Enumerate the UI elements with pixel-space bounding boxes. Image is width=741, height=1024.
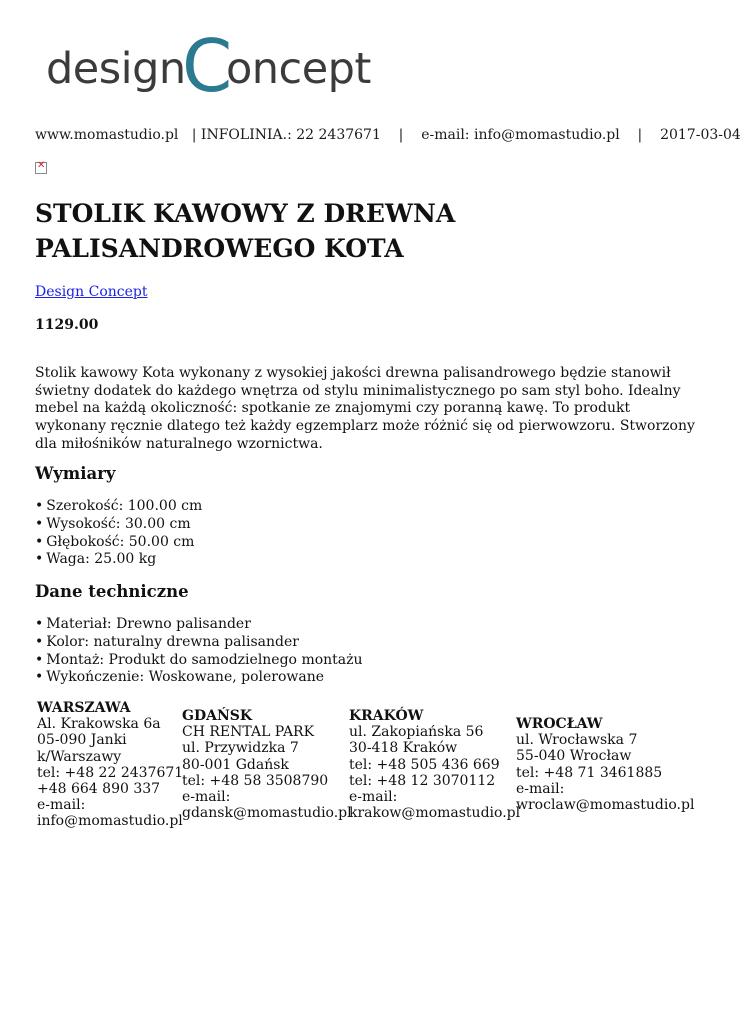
separator: | [398,127,404,143]
office-city: WARSZAWA [37,700,131,716]
office-line: tel: +48 505 436 669 [349,756,500,773]
list-item: • Wysokość: 30.00 cm [35,516,202,534]
office-line: 05-090 Janki [37,732,127,749]
office-line: e-mail: [37,797,86,814]
list-item: • Kolor: naturalny drewna palisander [35,634,363,652]
product-price: 1129.00 [35,317,99,333]
office-city: GDAŃSK [182,708,253,724]
office-line: e-mail: [516,780,565,797]
office-line: wroclaw@momastudio.pl [516,797,695,814]
office-line: e-mail: [182,789,231,806]
list-item: • Wykończenie: Woskowane, polerowane [35,669,363,687]
dimensions-list [35,498,202,569]
office-line: tel: +48 12 3070112 [349,772,496,789]
list-item: • Szerokość: 100.00 cm [35,498,202,516]
office-line: krakow@momastudio.pl [349,805,521,822]
email-text: e-mail: info@momastudio.pl [421,127,620,143]
office-line: tel: +48 58 3508790 [182,772,329,789]
office-line: tel: +48 22 2437671 [37,764,184,781]
technical-list [35,616,363,687]
office-city: WROCŁAW [516,716,603,732]
list-item: • Montaż: Produkt do samodzielnego montażu [35,652,363,670]
broken-image-icon [35,162,47,174]
list-item: • Głębokość: 50.00 cm [35,534,202,552]
office-krakow [349,708,520,821]
logo-text-design: design [46,44,186,94]
office-line: CH RENTAL PARK [182,724,315,741]
date-text: 2017-03-04 [660,127,741,143]
office-line: 80-001 Gdańsk [182,756,289,773]
website-link[interactable]: www.momastudio.pl [35,127,179,143]
office-line: tel: +48 71 3461885 [516,764,663,781]
office-gdansk [182,708,352,821]
dimensions-heading: Wymiary [35,464,116,483]
office-line: Al. Krakowska 6a [37,716,161,733]
contact-bar [35,127,741,143]
separator: | [637,127,643,143]
list-item: • Waga: 25.00 kg [35,551,202,569]
brand-link[interactable]: Design Concept [35,284,148,300]
logo-letter-c: C [182,24,232,108]
office-line: ul. Zakopiańska 56 [349,724,484,741]
design-concept-logo [46,24,386,108]
office-line: +48 664 890 337 [37,781,161,798]
office-line: ul. Przywidzka 7 [182,740,299,757]
office-wroclaw [516,716,694,813]
office-line: 30-418 Kraków [349,740,458,757]
office-line: info@momastudio.pl [37,813,183,830]
office-line: 55-040 Wrocław [516,748,632,765]
product-description: Stolik kawowy Kota wykonany z wysokiej jakości drewna palisandrowego będzie stanowił świetny dodatek do każdego wnętrza od stylu minimalistycznego po sam styl boho. Idealny mebel na każdą okoliczność: spotkanie ze znajomymi czy poranną kawę. To produkt wykonany ręcznie dlatego też każdy egzemplarz może różnić się od pierwowzoru. Stworzony dla miłośników naturalnego wzornictwa. [35,365,695,452]
technical-heading: Dane techniczne [35,582,189,601]
logo-text-oncept: oncept [226,44,371,94]
list-item: • Materiał: Drewno palisander [35,616,363,634]
office-line: ul. Wrocławska 7 [516,732,638,749]
hotline-text: | INFOLINIA.: 22 2437671 [191,127,381,143]
office-warszawa [37,700,183,830]
office-addresses [37,700,697,840]
product-title: STOLIK KAWOWY Z DREWNA PALISANDROWEGO KOTA [35,199,456,263]
office-city: KRAKÓW [349,708,424,724]
office-line: gdansk@momastudio.pl [182,805,352,822]
office-line: k/Warszawy [37,748,122,765]
office-line: e-mail: [349,789,398,806]
